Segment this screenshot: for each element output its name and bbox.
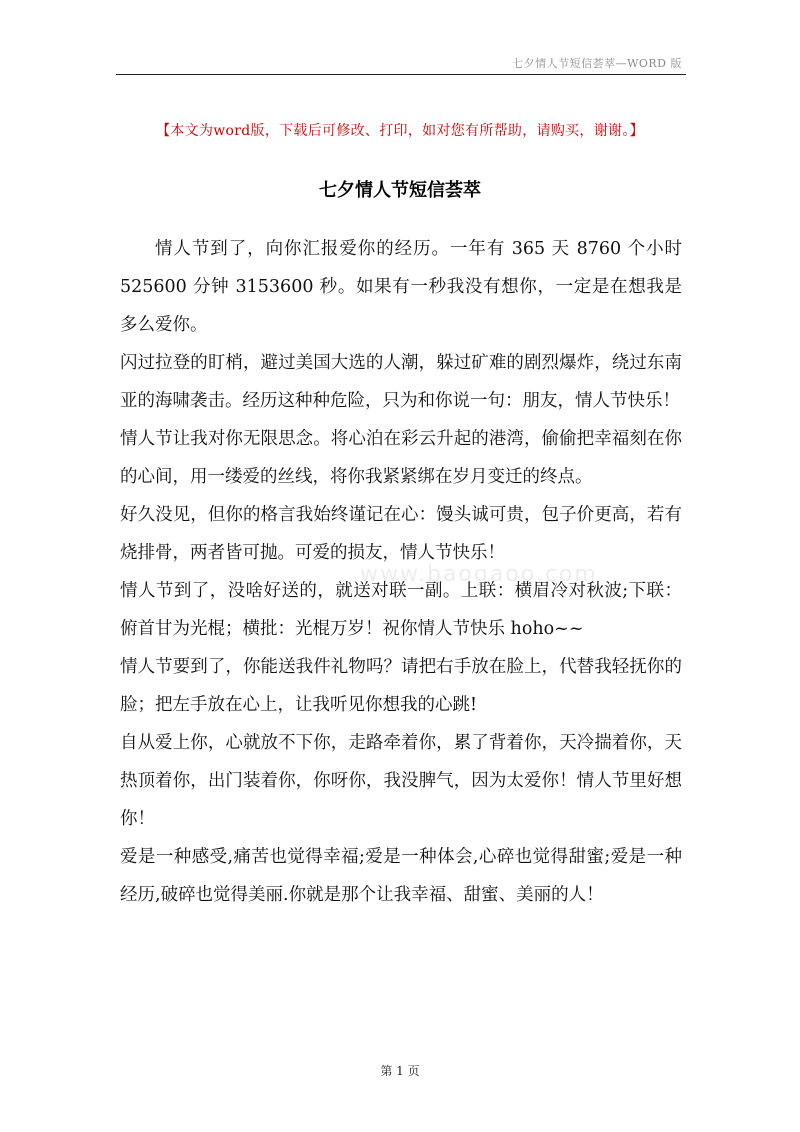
paragraph: 闪过拉登的盯梢，避过美国大选的人潮，躲过矿难的剧烈爆炸，绕过东南亚的海啸袭击。经历这种种危险，只为和你说一句：朋友，情人节快乐！ bbox=[120, 353, 682, 411]
paragraph: 情人节到了，没啥好送的，就送对联一副。上联：横眉冷对秋波;下联：俯首甘为光棍；横批：光棍万岁！祝你情人节快乐 hoho~~ bbox=[120, 581, 682, 639]
paragraph: 情人节要到了，你能送我件礼物吗？请把右手放在脸上，代替我轻抚你的脸；把左手放在心上，让我听见你想我的心跳! bbox=[120, 657, 682, 715]
purchase-notice: 【本文为word版，下载后可修改、打印，如对您有所帮助，请购买，谢谢。】 bbox=[156, 123, 644, 139]
page-number: 第 1 页 bbox=[380, 1064, 420, 1078]
header-divider bbox=[116, 74, 686, 75]
paragraph: 好久没见，但你的格言我始终谨记在心：馒头诚可贵，包子价更高，若有烧排骨，两者皆可抛。可爱的损友，情人节快乐！ bbox=[120, 505, 682, 563]
paragraph: 自从爱上你，心就放不下你，走路牵着你，累了背着你，天冷揣着你，天热顶着你，出门装着你，你呀你，我没脾气，因为太爱你！情人节里好想你！ bbox=[120, 733, 682, 829]
running-header: 七夕情人节短信荟萃—WORD 版 bbox=[512, 57, 682, 70]
document-body bbox=[120, 230, 682, 914]
watermark: www.baogaoo.com bbox=[360, 562, 598, 587]
paragraph: 情人节让我对你无限思念。将心泊在彩云升起的港湾，偷偷把幸福刻在你的心间，用一缕爱的丝线，将你我紧紧绑在岁月变迁的终点。 bbox=[120, 429, 682, 487]
document-title: 七夕情人节短信荟萃 bbox=[319, 180, 481, 201]
paragraph: 情人节到了，向你汇报爱你的经历。一年有 365 天 8760 个小时 525600 分钟 3153600 秒。如果有一秒我没有想你，一定是在想我是多么爱你。 bbox=[120, 239, 682, 335]
paragraph: 爱是一种感受,痛苦也觉得幸福;爱是一种体会,心碎也觉得甜蜜;爱是一种经历,破碎也觉得美丽.你就是那个让我幸福、甜蜜、美丽的人！ bbox=[120, 847, 682, 905]
